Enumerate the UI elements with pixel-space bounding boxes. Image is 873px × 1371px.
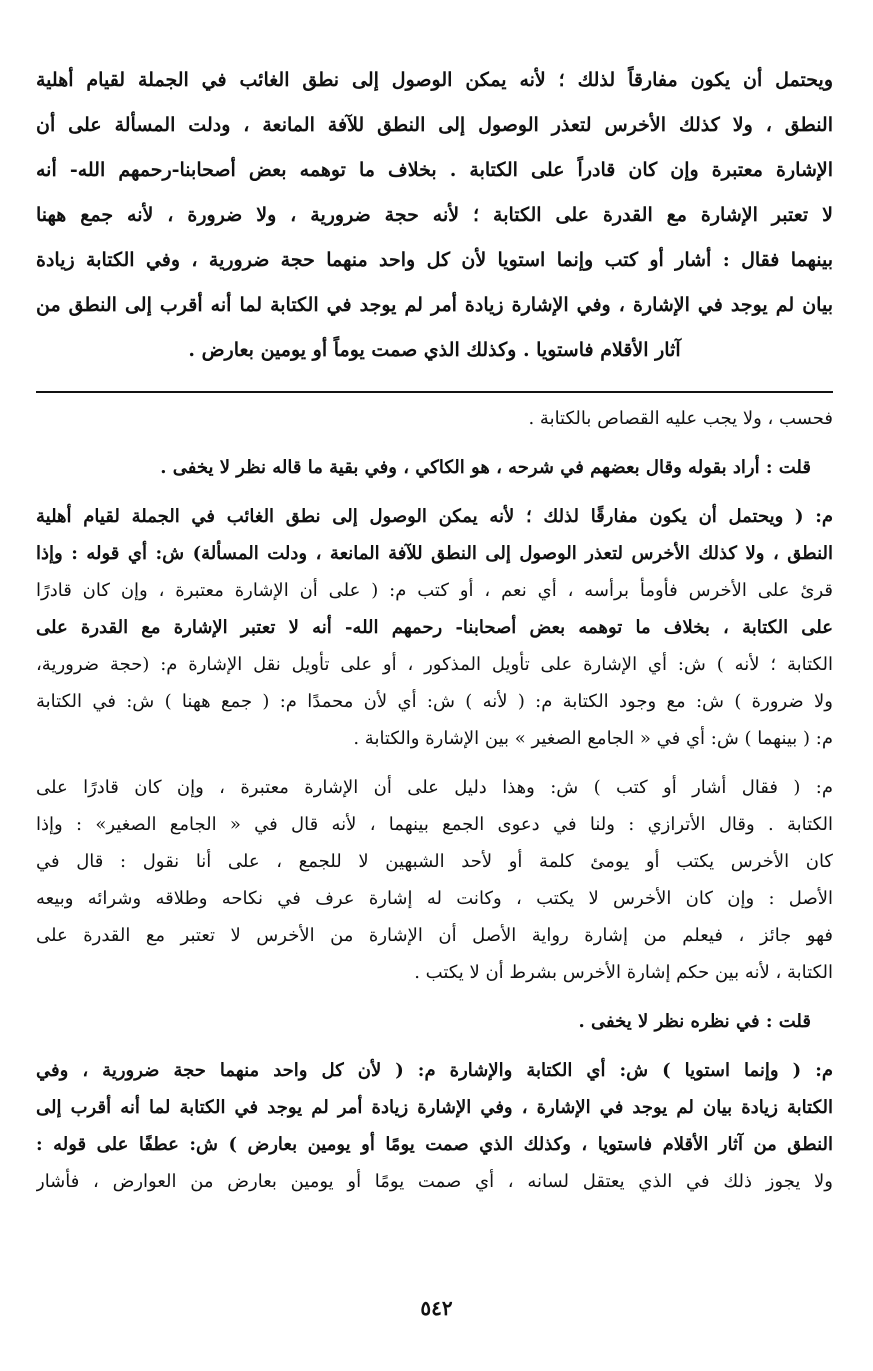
separator-rule	[36, 391, 833, 393]
commentary-line: م: ( وإنما استويا ) ش: أي الكتابة والإشارة م: ( لأن كل واحد منهما حجة ضرورية ، وفي	[36, 1060, 833, 1081]
commentary-paragraph	[36, 449, 833, 486]
commentary-paragraph	[36, 498, 833, 757]
commentary-line: م: ( ويحتمل أن يكون مفارقًا لذلك ؛ لأنه يمكن الوصول إلى نطق الغائب في الجملة لقيام أهلية	[36, 506, 833, 527]
commentary-paragraph	[36, 769, 833, 991]
main-text-line: لا تعتبر الإشارة مع القدرة على الكتابة ؛ لأنه حجة ضرورية ، ولا ضرورة ، لأنه جمع ههنا	[36, 204, 833, 226]
main-text-line: آثار الأقلام فاستويا . وكذلك الذي صمت يوماً أو يومين بعارض .	[188, 339, 681, 361]
commentary-paragraph	[36, 1052, 833, 1200]
commentary-line: فحسب ، ولا يجب عليه القصاص بالكتابة .	[528, 408, 833, 429]
commentary-line: الكتابة زيادة بيان لم يوجد في الإشارة ، وفي الإشارة زيادة أمر لم يوجد في الكتابة لما أنه أقرب إلى	[36, 1097, 833, 1118]
commentary-block	[36, 400, 833, 1200]
commentary-line: فهو جائز ، فيعلم من إشارة رواية الأصل أن الإشارة من الأخرس لا تعتبر مع القدرة على	[36, 925, 833, 946]
main-text-line: النطق ، ولا كذلك الأخرس لتعذر الوصول إلى النطق للآفة المانعة ، ودلت المسألة على أن	[36, 114, 833, 136]
commentary-line: على الكتابة ، بخلاف ما توهمه بعض أصحابنا- رحمهم الله- أنه لا تعتبر الإشارة مع القدرة على	[36, 617, 833, 638]
commentary-line: الكتابة . وقال الأترازي : ولنا في دعوى الجمع بينهما ، لأنه قال في « الجامع الصغير» : وإذا	[36, 814, 833, 835]
main-text-line: بينهما فقال : أشار أو كتب وإنما استويا لأن كل واحد منهما حجة ضرورية ، وفي الكتابة زيادة	[36, 249, 833, 271]
main-text-line: الإشارة معتبرة وإن كان قادراً على الكتابة . بخلاف ما توهمه بعض أصحابنا-رحمهم الله- أنه	[36, 159, 833, 181]
commentary-line: قرئ على الأخرس فأومأ برأسه ، أي نعم ، أو كتب م: ( على أن الإشارة معتبرة ، وإن كان قادرًا	[36, 580, 833, 601]
commentary-line: م: ( فقال أشار أو كتب ) ش: وهذا دليل على أن الإشارة معتبرة ، وإن كان قادرًا على	[36, 777, 833, 798]
commentary-line: النطق من آثار الأقلام فاستويا ، وكذلك الذي صمت يومًا أو يومين بعارض ) ش: عطفًا على قوله :	[36, 1134, 833, 1155]
commentary-line: الأصل : وإن كان الأخرس لا يكتب ، وكانت له إشارة عرف في نكاحه وطلاقه وشرائه وبيعه	[36, 888, 833, 909]
page-number: ٥٤٢	[420, 1296, 453, 1320]
commentary-line: النطق ، ولا كذلك الأخرس لتعذر الوصول إلى النطق للآفة المانعة ، ودلت المسألة) ش: أي قوله : وإذا	[36, 543, 833, 564]
commentary-line: ولا يجوز ذلك في الذي يعتقل لسانه ، أي صمت يومًا أو يومين بعارض من العوارض ، فأشار	[36, 1171, 833, 1192]
commentary-line: قلت : في نظره نظر لا يخفى .	[578, 1011, 811, 1032]
main-text-line: ويحتمل أن يكون مفارقاً لذلك ؛ لأنه يمكن الوصول إلى نطق الغائب في الجملة لقيام أهلية	[36, 69, 833, 91]
main-text-line: بيان لم يوجد في الإشارة ، وفي الإشارة زيادة أمر لم يوجد في الكتابة لما أنه أقرب إلى النطق من	[36, 294, 833, 316]
commentary-paragraph	[36, 1003, 833, 1040]
commentary-line: قلت : أراد بقوله وقال بعضهم في شرحه ، هو الكاكي ، وفي بقية ما قاله نظر لا يخفى .	[160, 457, 811, 478]
commentary-paragraph	[36, 400, 833, 437]
commentary-line: الكتابة ، لأنه بين حكم إشارة الأخرس بشرط أن لا يكتب .	[414, 962, 833, 983]
commentary-line: كان الأخرس يكتب أو يومئ كلمة أو لأحد الشبهين لا للجمع ، على أنا نقول : قال في	[36, 851, 833, 872]
main-text-block	[36, 58, 833, 373]
commentary-line: م: ( بينهما ) ش: أي في « الجامع الصغير » بين الإشارة والكتابة .	[353, 728, 833, 749]
commentary-line: ولا ضرورة ) ش: مع وجود الكتابة م: ( لأنه ) ش: أي لأن محمدًا م: ( جمع ههنا ) ش: في الكتابة	[36, 691, 833, 712]
commentary-line: الكتابة ؛ لأنه ) ش: أي الإشارة على تأويل المذكور ، أو على تأويل نقل الإشارة م: (حجة ضرورية،	[36, 654, 833, 675]
